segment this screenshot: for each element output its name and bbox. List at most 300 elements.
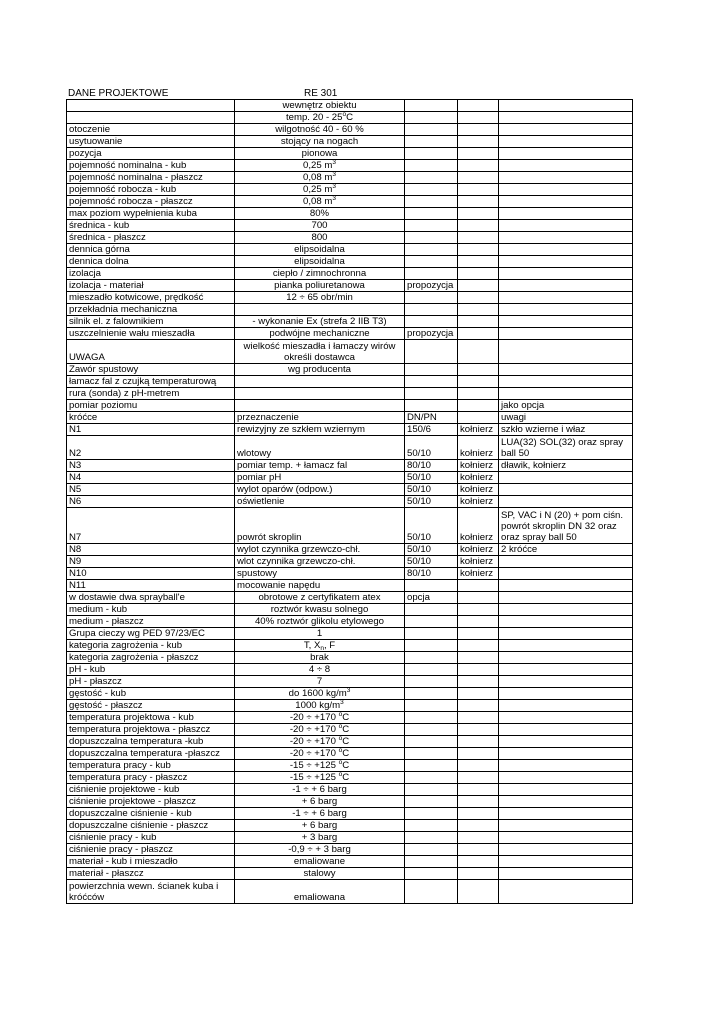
- dn-pn-cell: [405, 580, 458, 592]
- connection-cell: [458, 412, 499, 424]
- connection-cell: [458, 820, 499, 832]
- dn-pn-cell: [405, 100, 458, 112]
- table-row: [67, 304, 633, 316]
- connection-cell: kołnierz: [458, 568, 499, 580]
- table-row: [67, 772, 633, 784]
- table-row: [67, 280, 633, 292]
- value-cell: wlotowy: [235, 436, 405, 460]
- value-cell: pomiar temp. + łamacz fal: [235, 460, 405, 472]
- table-row: [67, 748, 633, 760]
- remarks-cell: [499, 832, 633, 844]
- remarks-cell: [499, 592, 633, 604]
- table-row: [67, 508, 633, 544]
- value-cell: do 1600 $kg/m^3$: [235, 688, 405, 700]
- remarks-cell: uwagi: [499, 412, 633, 424]
- parameter-cell: silnik el. z falownikiem: [67, 316, 235, 328]
- remarks-cell: [499, 172, 633, 184]
- value-cell: spustowy: [235, 568, 405, 580]
- table-row: [67, 676, 633, 688]
- connection-cell: [458, 616, 499, 628]
- table-row: [67, 652, 633, 664]
- table-row: [67, 712, 633, 724]
- connection-cell: [458, 832, 499, 844]
- value-cell: 1000 $kg/m^3$: [235, 700, 405, 712]
- value-cell: pianka poliuretanowa: [235, 280, 405, 292]
- remarks-cell: [499, 484, 633, 496]
- connection-cell: [458, 880, 499, 904]
- dn-pn-cell: [405, 688, 458, 700]
- table-row: [67, 784, 633, 796]
- table-row: [67, 484, 633, 496]
- dn-pn-cell: [405, 388, 458, 400]
- connection-cell: [458, 592, 499, 604]
- table-row: [67, 820, 633, 832]
- parameter-cell: [67, 100, 235, 112]
- table-row: [67, 568, 633, 580]
- connection-cell: [458, 304, 499, 316]
- value-cell: emaliowane: [235, 856, 405, 868]
- dn-pn-cell: 50/10: [405, 508, 458, 544]
- remarks-cell: LUA(32) SOL(32) oraz spray ball 50: [499, 436, 633, 460]
- value-cell: 0,25 $m^3$: [235, 184, 405, 196]
- value-cell: elipsoidalna: [235, 256, 405, 268]
- connection-cell: kołnierz: [458, 556, 499, 568]
- table-row: [67, 460, 633, 472]
- table-row: [67, 688, 633, 700]
- value-cell: podwójne mechaniczne: [235, 328, 405, 340]
- connection-cell: [458, 652, 499, 664]
- parameter-cell: dopuszczalna temperatura -płaszcz: [67, 748, 235, 760]
- parameter-cell: medium - kub: [67, 604, 235, 616]
- table-row: [67, 844, 633, 856]
- table-row: [67, 664, 633, 676]
- value-cell: -20 ÷ +170 $^o$C: [235, 736, 405, 748]
- remarks-cell: [499, 736, 633, 748]
- value-cell: stalowy: [235, 868, 405, 880]
- connection-cell: [458, 388, 499, 400]
- parameter-cell: łamacz fal z czujką temperaturową: [67, 376, 235, 388]
- dn-pn-cell: [405, 244, 458, 256]
- value-cell: 7: [235, 676, 405, 688]
- connection-cell: [458, 712, 499, 724]
- parameter-cell: w dostawie dwa sprayball'e: [67, 592, 235, 604]
- parameter-cell: średnica - płaszcz: [67, 232, 235, 244]
- parameter-cell: dopuszczalna temperatura -kub: [67, 736, 235, 748]
- connection-cell: [458, 292, 499, 304]
- dn-pn-cell: [405, 172, 458, 184]
- parameter-cell: ciśnienie projektowe - kub: [67, 784, 235, 796]
- connection-cell: [458, 148, 499, 160]
- value-cell: pionowa: [235, 148, 405, 160]
- table-row: [67, 604, 633, 616]
- remarks-cell: [499, 160, 633, 172]
- remarks-cell: [499, 472, 633, 484]
- value-cell: wylot czynnika grzewczo-chł.: [235, 544, 405, 556]
- connection-cell: [458, 748, 499, 760]
- remarks-cell: [499, 268, 633, 280]
- parameter-cell: pojemność robocza - płaszcz: [67, 196, 235, 208]
- parameter-cell: medium - płaszcz: [67, 616, 235, 628]
- connection-cell: [458, 628, 499, 640]
- remarks-cell: [499, 784, 633, 796]
- table-row: [67, 592, 633, 604]
- parameter-cell: pH - kub: [67, 664, 235, 676]
- connection-cell: [458, 796, 499, 808]
- dn-pn-cell: 50/10: [405, 472, 458, 484]
- value-cell: ciepło / zimnochronna: [235, 268, 405, 280]
- remarks-cell: [499, 232, 633, 244]
- table-row: [67, 220, 633, 232]
- remarks-cell: [499, 364, 633, 376]
- parameter-cell: pozycja: [67, 148, 235, 160]
- table-row: [67, 148, 633, 160]
- table-row: [67, 640, 633, 652]
- remarks-cell: [499, 256, 633, 268]
- table-row: [67, 544, 633, 556]
- remarks-cell: [499, 148, 633, 160]
- value-cell: -20 ÷ +170 $^o$C: [235, 712, 405, 724]
- table-row: [67, 832, 633, 844]
- dn-pn-cell: [405, 196, 458, 208]
- connection-cell: [458, 184, 499, 196]
- connection-cell: [458, 100, 499, 112]
- remarks-cell: [499, 340, 633, 364]
- value-cell: -20 ÷ +170 $^o$C: [235, 724, 405, 736]
- parameter-cell: usytuowanie: [67, 136, 235, 148]
- parameter-cell: N10: [67, 568, 235, 580]
- parameter-cell: N2: [67, 436, 235, 460]
- remarks-cell: [499, 568, 633, 580]
- remarks-cell: [499, 556, 633, 568]
- parameter-cell: pomiar poziomu: [67, 400, 235, 412]
- table-row: [67, 244, 633, 256]
- remarks-cell: szkło wzierne i właz: [499, 424, 633, 436]
- value-cell: 1: [235, 628, 405, 640]
- table-row: [67, 496, 633, 508]
- table-row: [67, 472, 633, 484]
- value-cell: wilgotność 40 - 60 %: [235, 124, 405, 136]
- connection-cell: kołnierz: [458, 424, 499, 436]
- dn-pn-cell: [405, 772, 458, 784]
- remarks-cell: [499, 760, 633, 772]
- parameter-cell: N1: [67, 424, 235, 436]
- table-row: [67, 760, 633, 772]
- dn-pn-cell: propozycja: [405, 328, 458, 340]
- table-row: [67, 724, 633, 736]
- parameter-cell: otoczenie: [67, 124, 235, 136]
- connection-cell: [458, 196, 499, 208]
- connection-cell: [458, 700, 499, 712]
- parameter-cell: N11: [67, 580, 235, 592]
- dn-pn-cell: [405, 256, 458, 268]
- table-row: [67, 124, 633, 136]
- table-row: [67, 172, 633, 184]
- dn-pn-cell: [405, 808, 458, 820]
- dn-pn-cell: [405, 616, 458, 628]
- dn-pn-cell: [405, 748, 458, 760]
- parameter-cell: dopuszczalne ciśnienie - kub: [67, 808, 235, 820]
- value-cell: wlot czynnika grzewczo-chł.: [235, 556, 405, 568]
- table-row: [67, 232, 633, 244]
- value-cell: -15 ÷ +125 $^o$C: [235, 760, 405, 772]
- remarks-cell: SP, VAC i N (20) + pom ciśn. powrót skroplin DN 32 oraz oraz spray ball 50: [499, 508, 633, 544]
- remarks-cell: [499, 868, 633, 880]
- value-cell: -15 ÷ +125 $^o$C: [235, 772, 405, 784]
- value-cell: elipsoidalna: [235, 244, 405, 256]
- dn-pn-cell: propozycja: [405, 280, 458, 292]
- remarks-cell: [499, 712, 633, 724]
- remarks-cell: [499, 496, 633, 508]
- connection-cell: [458, 316, 499, 328]
- value-cell: + 6 barg: [235, 820, 405, 832]
- dn-pn-cell: [405, 304, 458, 316]
- connection-cell: [458, 328, 499, 340]
- connection-cell: [458, 256, 499, 268]
- table-row: [67, 208, 633, 220]
- parameter-cell: temperatura projektowa - kub: [67, 712, 235, 724]
- connection-cell: [458, 688, 499, 700]
- parameter-cell: ciśnienie pracy - kub: [67, 832, 235, 844]
- remarks-cell: [499, 616, 633, 628]
- remarks-cell: [499, 808, 633, 820]
- value-cell: stojący na nogach: [235, 136, 405, 148]
- value-cell: wielkość mieszadła i łamaczy wirów określi dostawca: [235, 340, 405, 364]
- dn-pn-cell: [405, 784, 458, 796]
- remarks-cell: [499, 100, 633, 112]
- dn-pn-cell: [405, 220, 458, 232]
- remarks-cell: [499, 724, 633, 736]
- parameter-cell: gęstość - płaszcz: [67, 700, 235, 712]
- remarks-cell: [499, 700, 633, 712]
- table-row: [67, 112, 633, 124]
- remarks-cell: [499, 796, 633, 808]
- parameter-cell: Zawór spustowy: [67, 364, 235, 376]
- parameter-cell: temperatura pracy - kub: [67, 760, 235, 772]
- remarks-cell: [499, 292, 633, 304]
- parameter-cell: dopuszczalne ciśnienie - płaszcz: [67, 820, 235, 832]
- value-cell: rewizyjny ze szkłem wziernym: [235, 424, 405, 436]
- connection-cell: [458, 760, 499, 772]
- parameter-cell: UWAGA: [67, 340, 235, 364]
- dn-pn-cell: [405, 232, 458, 244]
- table-row: [67, 376, 633, 388]
- value-cell: wg producenta: [235, 364, 405, 376]
- parameter-cell: temperatura pracy - płaszcz: [67, 772, 235, 784]
- design-data-body: [67, 100, 633, 904]
- value-cell: obrotowe z certyfikatem atex: [235, 592, 405, 604]
- dn-pn-cell: [405, 760, 458, 772]
- connection-cell: [458, 736, 499, 748]
- dn-pn-cell: [405, 208, 458, 220]
- remarks-cell: [499, 820, 633, 832]
- parameter-cell: powierzchnia wewn. ścianek kuba i króćców: [67, 880, 235, 904]
- remarks-cell: jako opcja: [499, 400, 633, 412]
- design-data-table: [66, 99, 633, 904]
- parameter-cell: ciśnienie pracy - płaszcz: [67, 844, 235, 856]
- remarks-cell: [499, 316, 633, 328]
- connection-cell: [458, 112, 499, 124]
- table-row: [67, 292, 633, 304]
- connection-cell: [458, 868, 499, 880]
- dn-pn-cell: [405, 880, 458, 904]
- parameter-cell: średnica - kub: [67, 220, 235, 232]
- connection-cell: [458, 580, 499, 592]
- table-row: [67, 436, 633, 460]
- table-row: [67, 412, 633, 424]
- dn-pn-cell: [405, 292, 458, 304]
- value-cell: 0,25 $m^3$: [235, 160, 405, 172]
- table-row: [67, 256, 633, 268]
- value-cell: brak: [235, 652, 405, 664]
- remarks-cell: [499, 880, 633, 904]
- parameter-cell: N9: [67, 556, 235, 568]
- table-row: [67, 268, 633, 280]
- remarks-cell: [499, 208, 633, 220]
- value-cell: mocowanie napędu: [235, 580, 405, 592]
- value-cell: -0,9 ÷ + 3 barg: [235, 844, 405, 856]
- connection-cell: kołnierz: [458, 508, 499, 544]
- table-row: [67, 808, 633, 820]
- document-title: DANE PROJEKTOWE: [68, 88, 169, 99]
- remarks-cell: [499, 628, 633, 640]
- value-cell: -1 ÷ + 6 barg: [235, 808, 405, 820]
- remarks-cell: [499, 244, 633, 256]
- connection-cell: [458, 808, 499, 820]
- table-row: [67, 880, 633, 904]
- connection-cell: kołnierz: [458, 544, 499, 556]
- parameter-cell: N7: [67, 508, 235, 544]
- connection-cell: [458, 220, 499, 232]
- parameter-cell: N4: [67, 472, 235, 484]
- table-row: [67, 424, 633, 436]
- remarks-cell: [499, 376, 633, 388]
- dn-pn-cell: [405, 628, 458, 640]
- value-cell: + 3 barg: [235, 832, 405, 844]
- connection-cell: [458, 136, 499, 148]
- dn-pn-cell: [405, 400, 458, 412]
- remarks-cell: [499, 688, 633, 700]
- dn-pn-cell: [405, 376, 458, 388]
- dn-pn-cell: [405, 160, 458, 172]
- connection-cell: [458, 340, 499, 364]
- connection-cell: kołnierz: [458, 460, 499, 472]
- value-cell: 80%: [235, 208, 405, 220]
- table-row: [67, 856, 633, 868]
- dn-pn-cell: [405, 724, 458, 736]
- parameter-cell: izolacja: [67, 268, 235, 280]
- dn-pn-cell: [405, 148, 458, 160]
- parameter-cell: pH - płaszcz: [67, 676, 235, 688]
- dn-pn-cell: DN/PN: [405, 412, 458, 424]
- parameter-cell: dennica dolna: [67, 256, 235, 268]
- remarks-cell: [499, 304, 633, 316]
- parameter-cell: Grupa cieczy wg PED 97/23/EC: [67, 628, 235, 640]
- parameter-cell: ciśnienie projektowe - płaszcz: [67, 796, 235, 808]
- dn-pn-cell: 80/10: [405, 460, 458, 472]
- connection-cell: [458, 604, 499, 616]
- equipment-code: RE 301: [304, 88, 338, 99]
- value-cell: [235, 304, 405, 316]
- parameter-cell: temperatura projektowa - płaszcz: [67, 724, 235, 736]
- connection-cell: [458, 640, 499, 652]
- remarks-cell: [499, 388, 633, 400]
- value-cell: przeznaczenie: [235, 412, 405, 424]
- dn-pn-cell: [405, 136, 458, 148]
- dn-pn-cell: [405, 856, 458, 868]
- remarks-cell: dławik, kołnierz: [499, 460, 633, 472]
- table-row: [67, 136, 633, 148]
- value-cell: 0,08 $m^3$: [235, 196, 405, 208]
- parameter-cell: [67, 112, 235, 124]
- dn-pn-cell: [405, 340, 458, 364]
- value-cell: 700: [235, 220, 405, 232]
- dn-pn-cell: [405, 316, 458, 328]
- table-row: [67, 340, 633, 364]
- dn-pn-cell: [405, 868, 458, 880]
- parameter-cell: N8: [67, 544, 235, 556]
- table-row: [67, 616, 633, 628]
- table-row: [67, 580, 633, 592]
- remarks-cell: [499, 664, 633, 676]
- connection-cell: [458, 268, 499, 280]
- connection-cell: [458, 364, 499, 376]
- remarks-cell: [499, 124, 633, 136]
- parameter-cell: N6: [67, 496, 235, 508]
- connection-cell: [458, 376, 499, 388]
- dn-pn-cell: 50/10: [405, 556, 458, 568]
- parameter-cell: króćce: [67, 412, 235, 424]
- table-row: [67, 364, 633, 376]
- remarks-cell: [499, 280, 633, 292]
- dn-pn-cell: [405, 184, 458, 196]
- value-cell: 800: [235, 232, 405, 244]
- dn-pn-cell: [405, 604, 458, 616]
- table-row: [67, 316, 633, 328]
- connection-cell: [458, 208, 499, 220]
- table-row: [67, 628, 633, 640]
- value-cell: T, $X_n$, F: [235, 640, 405, 652]
- remarks-cell: [499, 604, 633, 616]
- connection-cell: kołnierz: [458, 436, 499, 460]
- remarks-cell: 2 króćce: [499, 544, 633, 556]
- connection-cell: [458, 664, 499, 676]
- remarks-cell: [499, 676, 633, 688]
- table-row: [67, 400, 633, 412]
- value-cell: temp. 20 - 25$^o$C: [235, 112, 405, 124]
- connection-cell: [458, 856, 499, 868]
- parameter-cell: pojemność nominalna - płaszcz: [67, 172, 235, 184]
- parameter-cell: mieszadło kotwicowe, prędkość: [67, 292, 235, 304]
- table-row: [67, 196, 633, 208]
- connection-cell: [458, 172, 499, 184]
- connection-cell: [458, 772, 499, 784]
- remarks-cell: [499, 652, 633, 664]
- table-row: [67, 736, 633, 748]
- parameter-cell: uszczelnienie wału mieszadła: [67, 328, 235, 340]
- connection-cell: kołnierz: [458, 472, 499, 484]
- dn-pn-cell: 150/6: [405, 424, 458, 436]
- remarks-cell: [499, 844, 633, 856]
- dn-pn-cell: [405, 796, 458, 808]
- parameter-cell: materiał - płaszcz: [67, 868, 235, 880]
- dn-pn-cell: 50/10: [405, 436, 458, 460]
- connection-cell: [458, 280, 499, 292]
- parameter-cell: pojemność robocza - kub: [67, 184, 235, 196]
- remarks-cell: [499, 748, 633, 760]
- dn-pn-cell: [405, 712, 458, 724]
- value-cell: [235, 400, 405, 412]
- dn-pn-cell: [405, 820, 458, 832]
